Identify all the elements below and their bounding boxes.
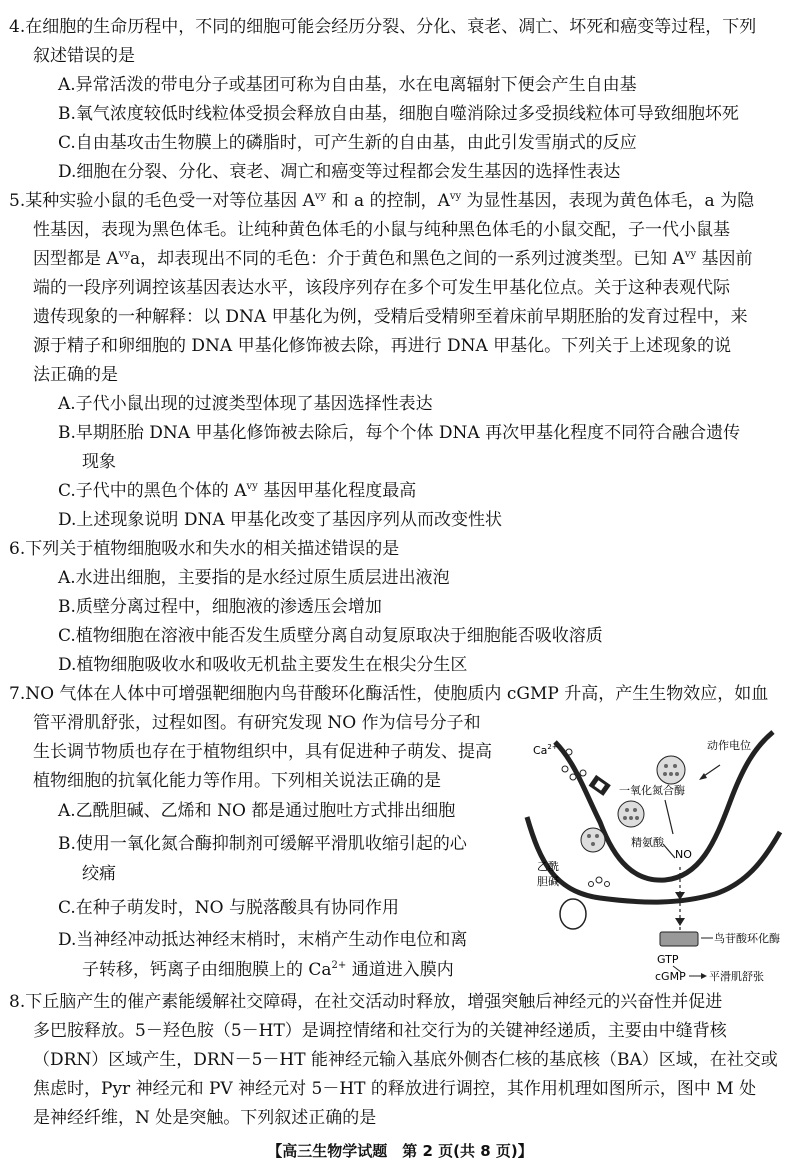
q4-option-c: C.自由基攻击生物膜上的磷脂时，可产生新的自由基，由此引发雪崩式的反应 [58, 133, 637, 153]
q5-stem-line-4: 端的一段序列调控该基因表达水平，该段序列存在多个可发生甲基化位点。关于这种表观代际 [33, 278, 730, 298]
vesicle [657, 756, 685, 784]
q8-stem-line-2: 多巴胺释放。5－羟色胺（5－HT）是调控情绪和社交行为的关键神经递质，主要由中缝背核 [33, 1021, 727, 1041]
no-label: NO [675, 848, 692, 861]
q6-option-d: D.植物细胞吸收水和吸收无机盐主要发生在根尖分生区 [58, 655, 468, 675]
q5-stem-line-2: 性基因，表现为黑色体毛。让纯种黄色体毛的小鼠与纯种黑色体毛的小鼠交配，子一代小鼠基 [33, 220, 730, 240]
q6-stem: 6.下列关于植物细胞吸水和失水的相关描述错误的是 [9, 539, 400, 559]
page-footer: 【高三生物学试题 第 2 页(共 8 页)】 [267, 1142, 533, 1160]
q5-option-b-cont: 现象 [82, 452, 116, 472]
ca-label: $Ca^{2+}$ [533, 743, 558, 757]
ach-molecule [589, 882, 594, 887]
q7-option-b: B.使用一氧化氮合酶抑制剂可缓解平滑肌收缩引起的心 [58, 834, 467, 854]
q5-option-a: A.子代小鼠出现的过渡类型体现了基因选择性表达 [58, 394, 433, 414]
q7-stem-line-1: 7.NO 气体在人体中可增强靶细胞内鸟苷酸环化酶活性，使胞质内 cGMP 升高，产生生物效应，如血 [9, 684, 769, 704]
q7-stem-line-2: 管平滑肌舒张，过程如图。有研究发现 NO 作为信号分子和 [33, 713, 481, 733]
q7-stem-line-3: 生长调节物质也存在于植物组织中，具有促进种子萌发、提高 [33, 742, 492, 762]
q4-option-a: A.异常活泼的带电分子或基团可称为自由基，水在电离辐射下便会产生自由基 [58, 75, 637, 95]
no-arrowhead [675, 918, 685, 926]
q4-stem-line-2: 叙述错误的是 [33, 46, 135, 66]
nos-arrow [665, 800, 673, 834]
gtp-label: GTP [657, 953, 679, 966]
q8-stem-line-5: 是神经纤维，N 处是突触。下列叙述正确的是 [33, 1108, 377, 1128]
ach-label-2: 胆碱 [537, 875, 559, 888]
ach-receptor [560, 899, 586, 929]
q7-option-a: A.乙酰胆碱、乙烯和 NO 都是通过胞吐方式排出细胞 [58, 801, 456, 821]
q5-stem-line-5: 遗传现象的一种解释：以 DNA 甲基化为例，受精后受精卵至着床前早期胚胎的发育过程中，来 [33, 307, 748, 327]
q5-stem-line-1: 5.某种实验小鼠的毛色受一对等位基因 $A^{vy}$ 和 a 的控制，$A^{vy}$ 为显性基因，表现为黄色体毛，a 为隐 [9, 191, 755, 211]
arginine-arrow [663, 844, 675, 858]
ach-molecule [596, 877, 602, 883]
ach-label-1: 乙酰 [537, 860, 559, 873]
q4-option-d: D.细胞在分裂、分化、衰老、凋亡和癌变等过程都会发生基因的选择性表达 [58, 162, 621, 182]
q8-stem-line-3: （DRN）区域产生，DRN－5－HT 能神经元输入基底外侧杏仁核的基底核（BA）区域，在社交或 [33, 1050, 778, 1070]
q7-stem-line-4: 植物细胞的抗氧化能力等作用。下列相关说法正确的是 [33, 771, 441, 791]
synapse-figure [515, 722, 790, 984]
cgmp-arrowhead [701, 973, 707, 979]
q7-option-c: C.在种子萌发时，NO 与脱落酸具有协同作用 [58, 898, 400, 918]
relax-label: 平滑肌舒张 [709, 970, 764, 983]
q6-option-b: B.质壁分离过程中，细胞液的渗透压会增加 [58, 597, 382, 617]
ca-ion [562, 766, 568, 772]
nos-label: 一氧化氮合酶 [619, 784, 685, 797]
arginine-label: 精氨酸 [631, 836, 664, 849]
q5-stem-line-7: 法正确的是 [33, 365, 118, 385]
presynaptic-membrane [555, 732, 773, 880]
q5-option-b: B.早期胚胎 DNA 甲基化修饰被去除后，每个个体 DNA 再次甲基化程度不同符合融合遗传 [58, 423, 741, 443]
postsynaptic-membrane [527, 817, 780, 902]
q6-option-a: A.水进出细胞，主要指的是水经过原生质层进出液泡 [58, 568, 450, 588]
q4-stem-line-1: 4.在细胞的生命历程中，不同的细胞可能会经历分裂、分化、衰老、凋亡、坏死和癌变等过程，下列 [9, 17, 757, 37]
cgmp-label: cGMP [655, 970, 686, 983]
q5-option-d: D.上述现象说明 DNA 甲基化改变了基因序列从而改变性状 [58, 510, 503, 530]
q5-stem-line-6: 源于精子和卵细胞的 DNA 甲基化修饰被去除，再进行 DNA 甲基化。下列关于上述现象的说 [33, 336, 732, 356]
q5-stem-line-3: 因型都是 $A^{vy}a$，却表现出不同的毛色：介于黄色和黑色之间的一系列过渡类型。已知 $A^{vy}$ 基因前 [33, 249, 753, 269]
ca-ion [570, 774, 576, 780]
guanylate-cyclase-shape [660, 932, 698, 946]
q8-stem-line-1: 8.下丘脑产生的催产素能缓解社交障碍，在社交活动时释放，增强突触后神经元的兴奋性并促进 [9, 992, 723, 1012]
q7-option-d: D.当神经冲动抵达神经末梢时，末梢产生动作电位和离 [58, 930, 468, 950]
q4-option-b: B.氧气浓度较低时线粒体受损会释放自由基，细胞自噬消除过多受损线粒体可导致细胞坏死 [58, 104, 739, 124]
q6-option-c: C.植物细胞在溶液中能否发生质壁分离自动复原取决于细胞能否吸收溶质 [58, 626, 603, 646]
q7-option-d-cont: 子转移，钙离子由细胞膜上的 $Ca^{2+}$ 通道进入膜内 [82, 960, 454, 980]
vesicle [618, 801, 644, 827]
ca-ion [566, 749, 572, 755]
q7-option-b-cont: 绞痛 [82, 864, 116, 884]
ach-molecule [605, 882, 610, 887]
ca-ion [580, 770, 586, 776]
guanylate-label: 鸟苷酸环化酶 [714, 932, 780, 945]
action-potential-label: 动作电位 [707, 739, 751, 752]
vesicle [581, 828, 605, 852]
q5-option-c: C.子代中的黑色个体的 $A^{vy}$ 基因甲基化程度最高 [58, 481, 417, 501]
q8-stem-line-4: 焦虑时，Pyr 神经元和 PV 神经元对 5－HT 的释放进行调控，其作用机理如图所示，图中 M 处 [33, 1079, 757, 1099]
